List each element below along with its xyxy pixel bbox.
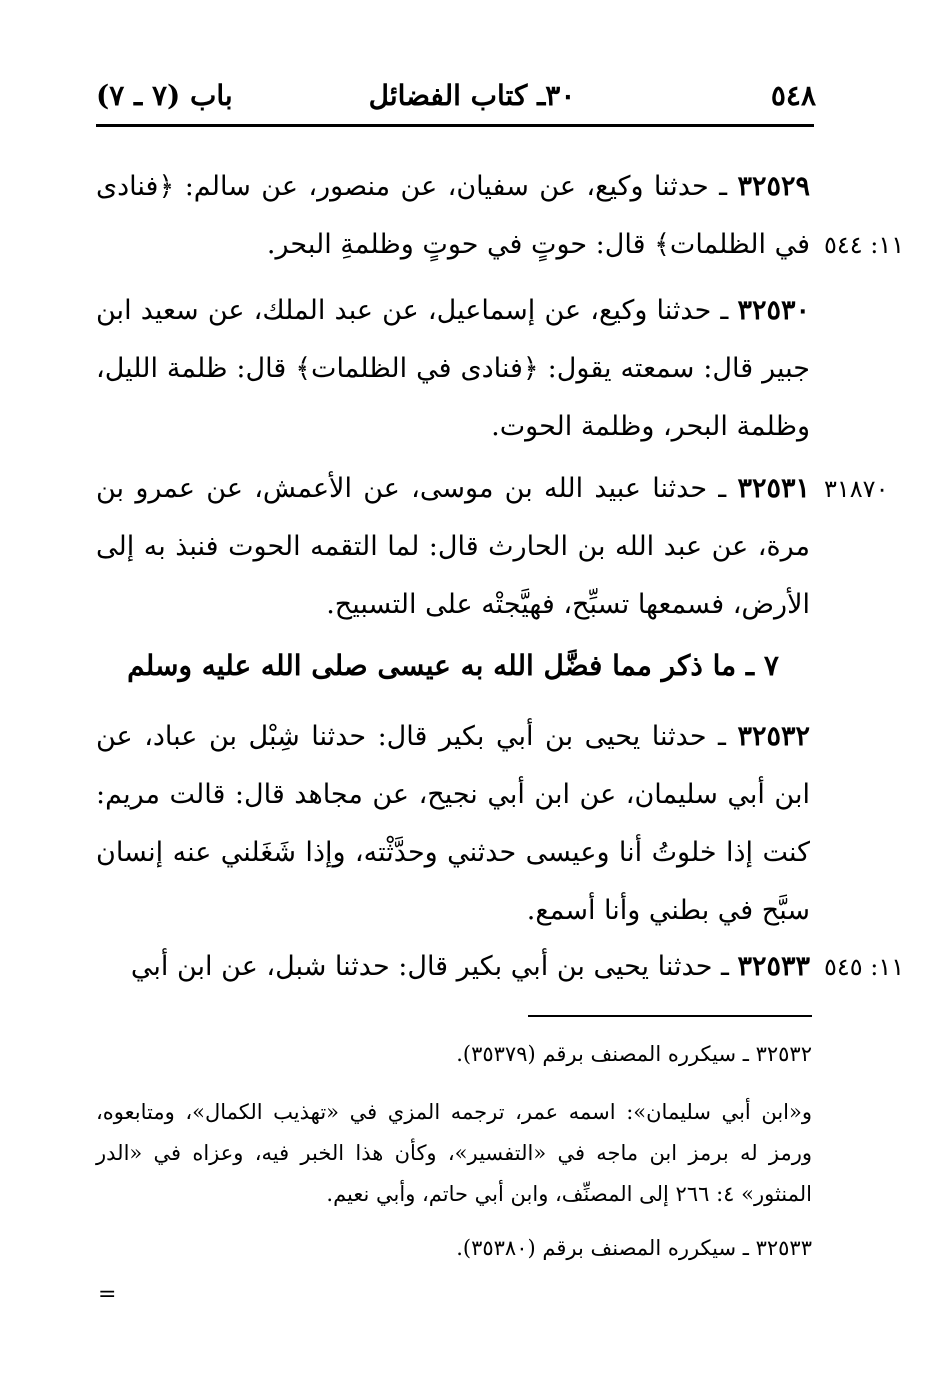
hadith-text: ـ حدثنا عبيد الله بن موسى، عن الأعمش، عن عمرو بن مرة، عن عبد الله بن الحارث قال: لما التقمه الحوت فنبذ به إلى الأرض، فسمعها تسبِّح، فهيَّجتْه على التسبيح. xyxy=(96,473,810,620)
footnote-rule xyxy=(528,1015,812,1017)
hadith-number: ٣٢٥٣١ xyxy=(737,473,810,504)
footnote: ٣٢٥٣٣ ـ سيكرره المصنف برقم (٣٥٣٨٠). xyxy=(456,1236,812,1260)
hadith-number: ٣٢٥٣٢ xyxy=(737,721,810,752)
header-rule xyxy=(96,124,814,127)
continuation-symbol: = xyxy=(98,1282,117,1307)
hadith-text: ـ حدثنا يحيى بن أبي بكير قال: حدثنا شبل، عن ابن أبي xyxy=(130,951,738,982)
hadith-paragraph xyxy=(96,282,810,456)
footnote: ٣٢٥٣٢ ـ سيكرره المصنف برقم (٣٥٣٧٩). xyxy=(456,1042,812,1066)
hadith-text: ـ حدثنا يحيى بن أبي بكير قال: حدثنا شِبْل بن عباد، عن ابن أبي سليمان، عن ابن أبي نجيح، عن مجاهد قال: قالت مريم: كنت إذا خلوتُ أنا وعيسى حدثني وحدَّثْته، وإذا شَغَلني عنه إنسان سبَّح في بطني وأنا أسمع. xyxy=(96,721,810,926)
hadith-text: ـ حدثنا وكيع، عن إسماعيل، عن عبد الملك، عن سعيد ابن جبير قال: سمعته يقول: ﴿فنادى في الظلمات﴾ قال: ظلمة الليل، وظلمة البحر، وظلمة الحوت. xyxy=(96,295,810,442)
hadith-paragraph xyxy=(96,938,810,996)
hadith-number: ٣٢٥٣٠ xyxy=(737,295,810,326)
page-number: ٥٤٨ xyxy=(770,79,816,112)
hadith-number: ٣٢٥٣٣ xyxy=(737,951,810,982)
hadith-paragraph xyxy=(96,708,810,940)
section-title: ٧ ـ ما ذكر مما فضَّل الله به عيسى صلى الله عليه وسلم xyxy=(127,649,779,682)
margin-reference: ٣١٨٧٠ xyxy=(824,475,889,503)
hadith-paragraph xyxy=(96,460,810,634)
hadith-paragraph xyxy=(96,158,810,274)
margin-reference: ١١: ٥٤٥ xyxy=(824,953,905,981)
footnote: و«ابن أبي سليمان»: اسمه عمر، ترجمه المزي في «تهذيب الكمال»، ومتابعوه، ورمز له برمز ابن ماجه في «التفسير»، وكأن هذا الخبر فيه، وعزاه في «الدر المنثور» ٤: ٢٦٦ إلى المصنِّف، وابن أبي حاتم، وأبي نعيم. xyxy=(96,1100,812,1206)
chapter-label: باب (٧ ـ ٧) xyxy=(96,79,233,112)
book-title: ٣٠ـ كتاب الفضائل xyxy=(368,79,576,112)
hadith-text: ـ حدثنا وكيع، عن سفيان، عن منصور، عن سالم: ﴿فنادى في الظلمات﴾ قال: حوتٍ في حوتٍ وظلمةِ البحر. xyxy=(96,171,810,260)
margin-reference: ١١: ٥٤٤ xyxy=(824,231,905,259)
hadith-number: ٣٢٥٢٩ xyxy=(737,171,810,202)
